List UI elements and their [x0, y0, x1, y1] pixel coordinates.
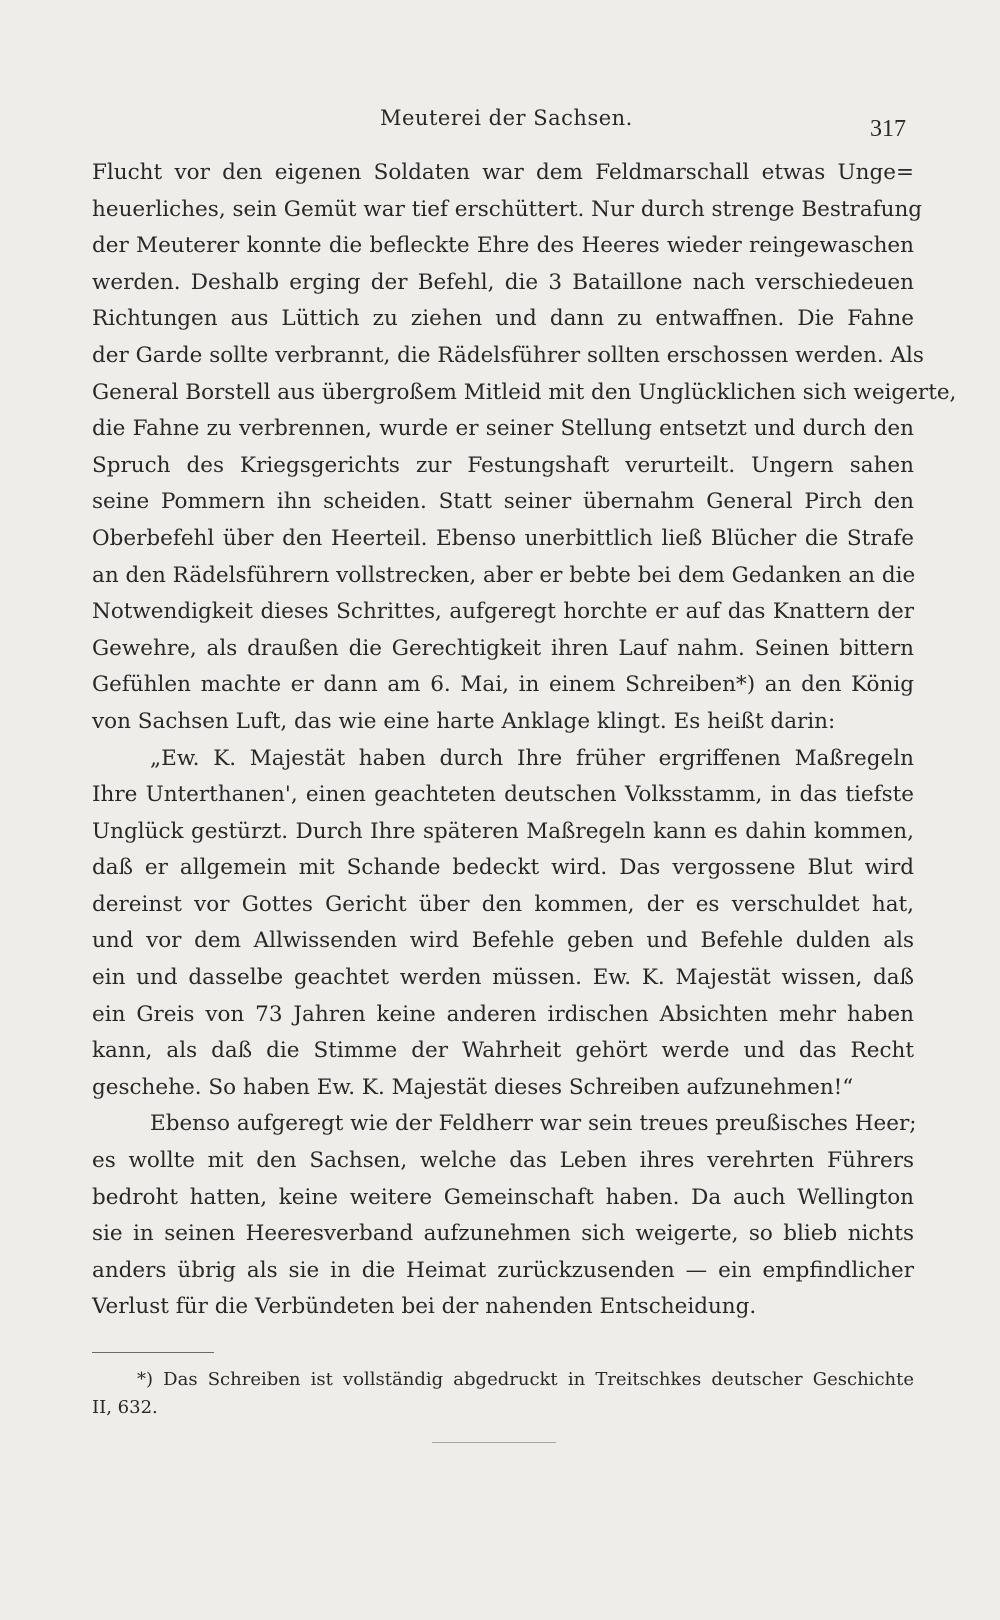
text-line: heuerliches, sein Gemüt war tief erschüttert. Nur durch strenge Bestrafung — [92, 196, 923, 222]
quote-line: Unglück gestürzt. Durch Ihre späteren Maßregeln kann es dahin kommen, — [92, 818, 914, 844]
text-line: Spruch des Kriegsgerichts zur Festungshaft verurteilt. Ungern sahen — [92, 452, 914, 478]
text-line: es wollte mit den Sachsen, welche das Leben ihres verehrten Führers — [92, 1148, 914, 1174]
quote-line: Ihre Unterthanen', einen geachteten deutschen Volksstamm, in das tiefste — [92, 782, 914, 808]
text-line: Flucht vor den eigenen Soldaten war dem Feldmarschall etwas Unge= — [92, 160, 914, 185]
quote-line: daß er allgemein mit Schande bedeckt wird. Das vergossene Blut wird — [92, 855, 914, 881]
text-line: anders übrig als sie in die Heimat zurückzusenden — ein empfindlicher — [92, 1257, 914, 1283]
footnote-line: *) Das Schreiben ist vollständig abgedruckt in Treitschkes deutscher Geschichte — [137, 1369, 914, 1390]
text-line: von Sachsen Luft, das wie eine harte Anklage klingt. Es heißt darin: — [92, 708, 836, 734]
text-line: Gewehre, als draußen die Gerechtigkeit ihren Lauf nahm. Seinen bittern — [92, 635, 914, 661]
text-line: an den Rädelsführern vollstrecken, aber er bebte bei dem Gedanken an die — [92, 562, 916, 588]
text-line: seine Pommern ihn scheiden. Statt seiner übernahm General Pirch den — [92, 489, 914, 515]
quote-line: „Ew. K. Majestät haben durch Ihre früher ergriffenen Maßregeln — [150, 745, 914, 771]
text-line: bedroht hatten, keine weitere Gemeinschaft haben. Da auch Wellington — [92, 1184, 914, 1210]
quote-line: kann, als daß die Stimme der Wahrheit gehört werde und das Recht — [92, 1038, 914, 1064]
text-line: die Fahne zu verbrennen, wurde er seiner Stellung entsetzt und durch den — [92, 416, 914, 442]
footnote-divider — [92, 1352, 214, 1353]
running-head: Meuterei der Sachsen. — [380, 106, 633, 130]
text-line: Verlust für die Verbündeten bei der nahenden Entscheidung. — [92, 1294, 757, 1320]
quote-line: und vor dem Allwissenden wird Befehle geben und Befehle dulden als — [92, 928, 914, 954]
quote-line: ein Greis von 73 Jahren keine anderen irdischen Absichten mehr haben — [92, 1001, 914, 1027]
quote-line: geschehe. So haben Ew. K. Majestät dieses Schreiben aufzunehmen!“ — [92, 1074, 854, 1100]
quote-line: ein und dasselbe geachtet werden müssen. Ew. K. Majestät wissen, daß — [92, 965, 914, 991]
text-line: General Borstell aus übergroßem Mitleid mit den Unglücklichen sich weigerte, — [92, 379, 957, 405]
text-line: Gefühlen machte er dann am 6. Mai, in einem Schreiben*) an den König — [92, 672, 914, 698]
text-line: werden. Deshalb erging der Befehl, die 3 Bataillone nach verschiedeuen — [92, 269, 914, 295]
text-line: sie in seinen Heeresverband aufzunehmen sich weigerte, so blieb nichts — [92, 1221, 914, 1247]
footnote-line: II, 632. — [92, 1397, 158, 1418]
quote-line: dereinst vor Gottes Gericht über den kommen, der es verschuldet hat, — [92, 891, 914, 917]
page-number: 317 — [870, 116, 906, 142]
bottom-divider — [432, 1442, 556, 1443]
text-line: der Garde sollte verbrannt, die Rädelsführer sollten erschossen werden. Als — [92, 342, 924, 368]
body-text — [92, 155, 957, 1326]
text-line: Richtungen aus Lüttich zu ziehen und dann zu entwaffnen. Die Fahne — [92, 306, 914, 332]
text-line: Ebenso aufgeregt wie der Feldherr war sein treues preußisches Heer; — [150, 1111, 917, 1137]
text-line: Notwendigkeit dieses Schrittes, aufgeregt horchte er auf das Knattern der — [92, 599, 914, 625]
text-line: der Meuterer konnte die befleckte Ehre des Heeres wieder reingewaschen — [92, 233, 914, 259]
footnote — [92, 1366, 914, 1422]
text-line: Oberbefehl über den Heerteil. Ebenso unerbittlich ließ Blücher die Strafe — [92, 525, 914, 551]
